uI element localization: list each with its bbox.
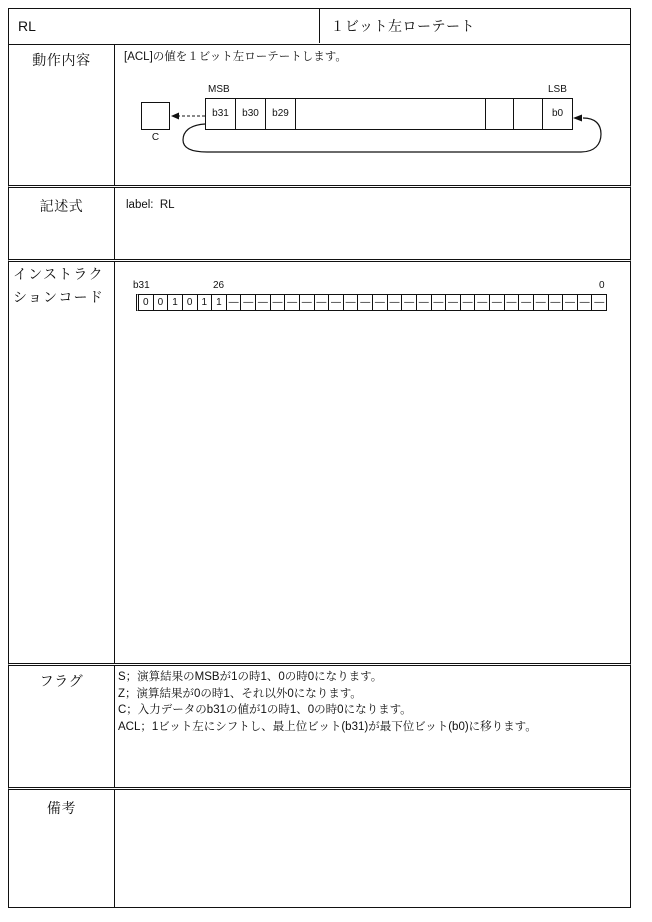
flag-line-c: C；入力データのb31の値が1の時1、0の時0になります。: [118, 704, 412, 717]
notes-label: 備考: [46, 800, 77, 816]
instruction-bit-8: —: [475, 295, 490, 310]
instruction-bit-30: 0: [154, 295, 169, 310]
instruction-bit-24: —: [241, 295, 256, 310]
section-flags: [8, 666, 631, 790]
instruction-bit-31: 0: [139, 295, 154, 310]
flag-line-z: Z；演算結果が0の時1、それ以外0になります。: [118, 687, 362, 700]
instruction-bit-22: —: [271, 295, 286, 310]
flag-descriptions: [118, 669, 537, 736]
instruction-bit-5: —: [519, 295, 534, 310]
section-label-cell-notes: [9, 790, 115, 907]
flags-label: フラグ: [39, 673, 84, 689]
instruction-bit-4: —: [534, 295, 549, 310]
rotate-arrows: [115, 45, 625, 183]
instruction-bit-11: —: [432, 295, 447, 310]
instruction-bit-28: 0: [183, 295, 198, 310]
operation-label: 動作内容: [32, 52, 91, 68]
rotate-loop-path: [183, 118, 601, 152]
flag-line-s: S；演算結果のMSBが1の時1、0の時0になります。: [118, 671, 383, 683]
instruction-bit-7: —: [490, 295, 505, 310]
instruction-bit-2: —: [563, 295, 578, 310]
instruction-mnemonic: RL: [9, 9, 320, 43]
section-label-cell-instruction-code: [9, 262, 115, 663]
instruction-bit-25: —: [227, 295, 242, 310]
lsb-label: LSB: [548, 84, 567, 95]
syntax-text: label: RL: [126, 199, 175, 211]
instruction-bit-6: —: [505, 295, 520, 310]
instruction-code-label-line: インストラク: [13, 266, 104, 282]
operation-content: [115, 45, 630, 185]
notes-content: [115, 790, 630, 907]
instruction-bit-20: —: [300, 295, 315, 310]
section-label-cell-operation: [9, 45, 115, 185]
section-operation: [8, 45, 631, 188]
instruction-code-content: [115, 262, 630, 663]
instruction-bit-10: —: [446, 295, 461, 310]
instruction-bit-9: —: [461, 295, 476, 310]
register-cell-b0: b0: [551, 108, 564, 119]
instruction-bit-19: —: [315, 295, 330, 310]
instruction-bit-18: —: [329, 295, 344, 310]
instruction-bit-15: —: [373, 295, 388, 310]
instruction-bit-1: —: [578, 295, 593, 310]
bit-msb-label: b31: [133, 280, 150, 291]
instruction-bit-0: —: [594, 297, 605, 308]
bit-lsb-label: 0: [599, 280, 605, 291]
instruction-bit-23: —: [256, 295, 271, 310]
instruction-summary: １ビット左ローテート: [330, 18, 475, 34]
carry-label: C: [151, 132, 160, 143]
instruction-bit-26: 1: [212, 295, 227, 310]
msb-label: MSB: [208, 84, 230, 95]
instruction-code-label: [13, 263, 104, 309]
instruction-bit-12: —: [417, 295, 432, 310]
instruction-code-label-line: ションコード: [13, 289, 104, 305]
register-cell-b31: b31: [206, 99, 236, 129]
section-notes: [8, 790, 631, 908]
instruction-bit-27: 1: [198, 295, 213, 310]
operation-description: [ACL]の値を１ビット左ローテートします。: [124, 51, 347, 63]
carry-arrowhead: [171, 113, 179, 120]
flags-content: [115, 666, 630, 787]
instruction-bit-14: —: [388, 295, 403, 310]
syntax-label: 記述式: [39, 198, 84, 214]
section-instruction-code: [8, 262, 631, 666]
instruction-bit-13: —: [402, 295, 417, 310]
instruction-bit-17: —: [344, 295, 359, 310]
instruction-bit-16: —: [358, 295, 373, 310]
header-row: [8, 8, 631, 45]
lsb-arrowhead: [573, 115, 582, 122]
register-cell-b29: b29: [266, 99, 296, 129]
instruction-bit-29: 1: [168, 295, 183, 310]
section-label-cell-flags: [9, 666, 115, 787]
section-label-cell-syntax: [9, 188, 115, 259]
flag-line-acl: ACL；1ビット左にシフトし、最上位ビット(b31)が最下位ビット(b0)に移ります。: [118, 721, 537, 734]
register-cell-b30: b30: [236, 99, 266, 129]
syntax-content: [115, 188, 630, 259]
instruction-bit-3: —: [549, 295, 564, 310]
instruction-bit-row: [136, 294, 607, 311]
bit-field-label: 26: [213, 280, 225, 291]
instruction-bit-21: —: [285, 295, 300, 310]
section-syntax: [8, 188, 631, 262]
